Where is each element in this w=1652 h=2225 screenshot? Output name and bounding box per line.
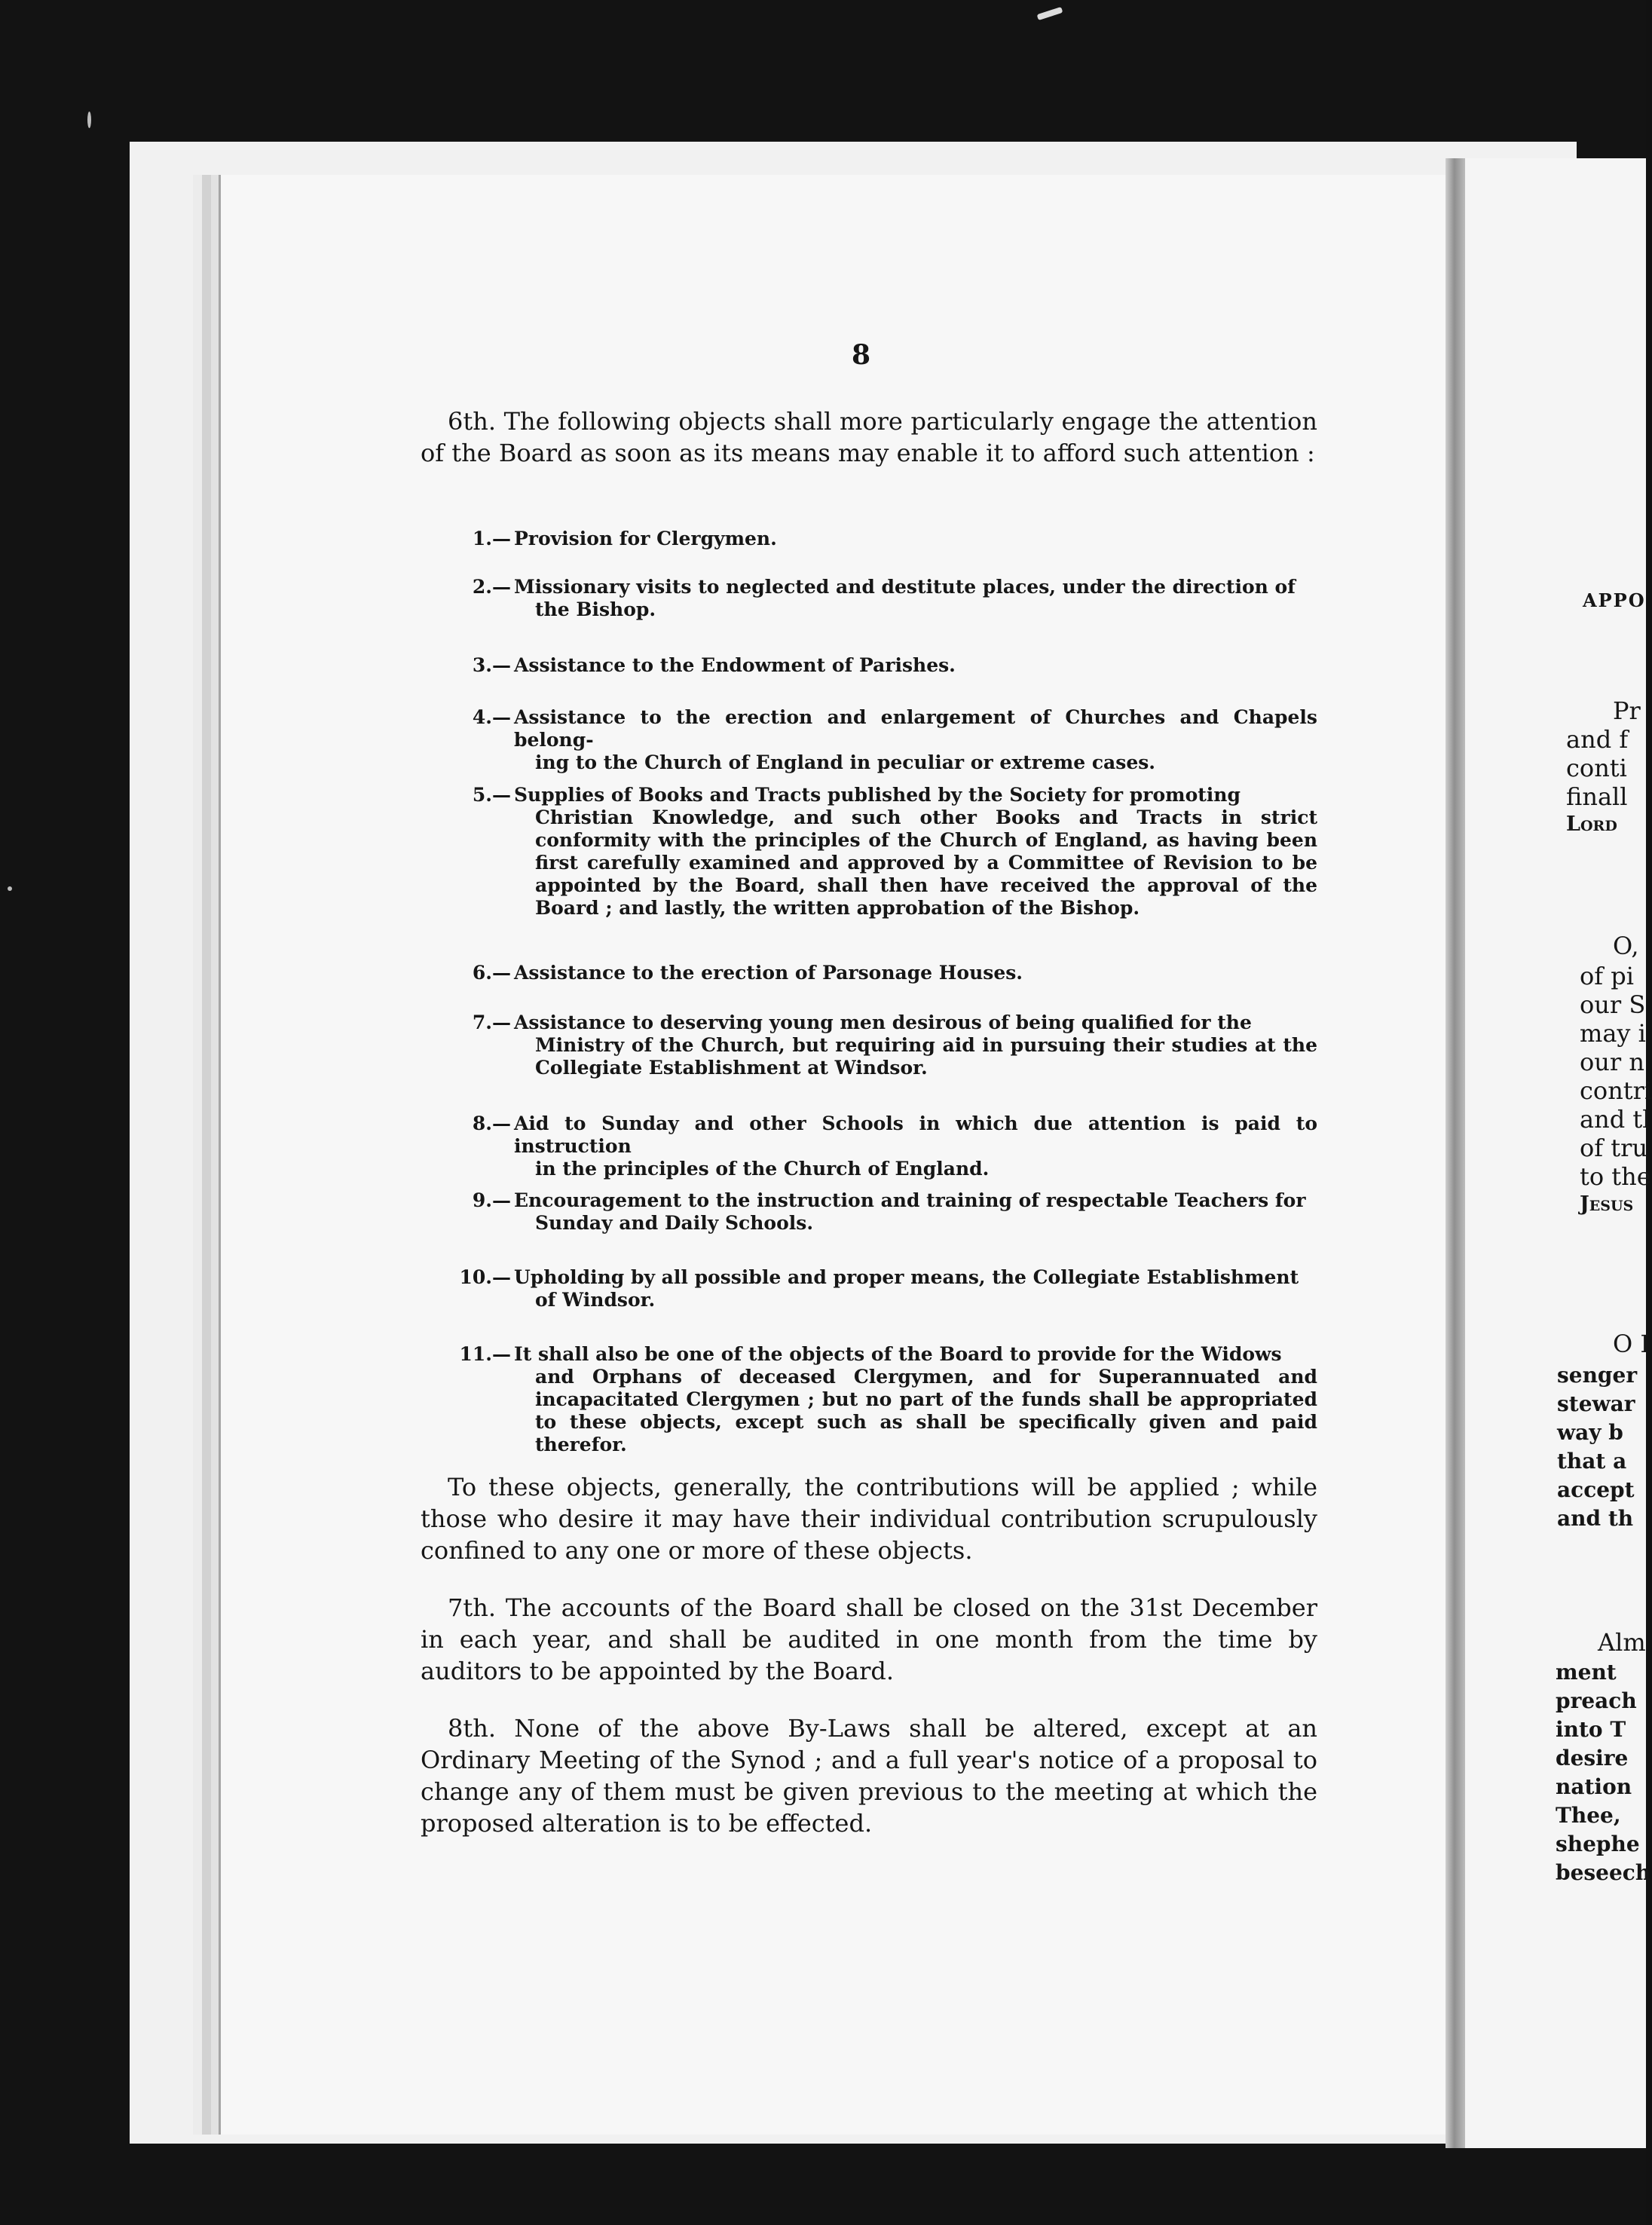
- facing-line: our S: [1580, 990, 1646, 1019]
- object-item-3: 3.— Assistance to the Endowment of Parishes.: [472, 654, 956, 676]
- facing-line: conti: [1566, 754, 1627, 782]
- facing-line: Lord: [1566, 813, 1617, 836]
- object-item-5: 5.— Supplies of Books and Tracts published by the Society for promoting Christian Knowledge, and such other Books and Tracts in strict conformity with the principles of the Church of England, as having been first carefully examined and approved by a Committee of Revision to be appointed by the Board, shall then have received the approval of the Board ; and lastly, the written approbation of the Bishop.: [472, 784, 1317, 919]
- facing-line: contri: [1580, 1076, 1652, 1105]
- facing-line: and tl: [1580, 1105, 1650, 1134]
- book-gutter: [1446, 158, 1465, 2148]
- facing-line: that a: [1557, 1449, 1627, 1474]
- object-item-7: 7.— Assistance to deserving young men desirous of being qualified for the Ministry of the Church, but requiring aid in pursuing their studies at the Collegiate Establishment at Windsor.: [472, 1012, 1317, 1079]
- facing-line: preach: [1556, 1688, 1637, 1713]
- by-law-6-intro: 6th. The following objects shall more particularly engage the attention of the Board as soon as its means may enable it to afford such attention :: [421, 407, 1317, 467]
- facing-line: desire: [1556, 1746, 1629, 1771]
- facing-line: to the: [1580, 1162, 1651, 1191]
- facing-line: of pi: [1580, 962, 1634, 990]
- facing-line: beseech: [1556, 1860, 1651, 1885]
- facing-line: senger: [1557, 1363, 1638, 1388]
- facing-heading: APPO: [1583, 589, 1646, 611]
- by-law-6-closing: To these objects, generally, the contributions will be applied ; while those who desire it may have their individual contribution scrupulously confined to any one or more of these objects.: [421, 1473, 1317, 1565]
- object-item-4: 4.— Assistance to the erection and enlargement of Churches and Chapels belong- ing to the Church of England in peculiar or extreme cases.: [472, 706, 1317, 773]
- facing-line: shephe: [1556, 1832, 1640, 1856]
- by-law-7: 7th. The accounts of the Board shall be closed on the 31st December in each year, and shall be audited in one month from the time by auditors to be appointed by the Board.: [421, 1593, 1317, 1685]
- facing-line: Alm: [1598, 1628, 1646, 1657]
- dust-speck: [87, 112, 91, 128]
- facing-line: our n: [1580, 1048, 1644, 1076]
- facing-line: Thee,: [1556, 1803, 1621, 1828]
- facing-line: and th: [1557, 1506, 1634, 1531]
- object-item-2: 2.— Missionary visits to neglected and destitute places, under the direction of the Bishop.: [472, 576, 1296, 620]
- object-item-9: 9.— Encouragement to the instruction and training of respectable Teachers for Sunday and Daily Schools.: [472, 1189, 1306, 1234]
- facing-line: finall: [1566, 782, 1628, 811]
- facing-line: Jesus: [1580, 1192, 1634, 1216]
- facing-line: way b: [1557, 1420, 1623, 1445]
- scanner-artifact: [1037, 7, 1063, 20]
- facing-line: Pr: [1613, 696, 1641, 725]
- object-item-1: 1.— Provision for Clergymen.: [472, 528, 777, 549]
- facing-line: stewar: [1557, 1391, 1635, 1416]
- by-law-8: 8th. None of the above By-Laws shall be altered, except at an Ordinary Meeting of the Synod ; and a full year's notice of a proposal to change any of them must be given previous to the meeting at which the proposed alteration is to be effected.: [421, 1714, 1317, 1838]
- object-item-6: 6.— Assistance to the erection of Parsonage Houses.: [472, 962, 1023, 984]
- facing-line: may i: [1580, 1019, 1646, 1048]
- facing-line: O,: [1613, 932, 1639, 960]
- facing-line: accept: [1557, 1477, 1635, 1502]
- facing-line: ment: [1556, 1660, 1617, 1685]
- facing-line: and f: [1566, 725, 1629, 754]
- dust-speck: [8, 886, 12, 891]
- object-item-10: 10.— Upholding by all possible and proper means, the Collegiate Establishment of Windsor.: [459, 1266, 1299, 1311]
- facing-line: of tru: [1580, 1134, 1648, 1162]
- facing-line: nation: [1556, 1774, 1632, 1799]
- page-number: 8: [852, 339, 871, 371]
- facing-line: O I: [1613, 1330, 1650, 1358]
- facing-line: into T: [1556, 1717, 1626, 1742]
- object-item-11: 11.— It shall also be one of the objects of the Board to provide for the Widows and Orphans of deceased Clergymen, and for Superannuated and incapacitated Clergymen ; but no part of the funds shall be appropriated to these objects, except such as shall be specifically given and paid therefor.: [459, 1343, 1317, 1455]
- object-item-8: 8.— Aid to Sunday and other Schools in which due attention is paid to instruction in the principles of the Church of England.: [472, 1112, 1317, 1180]
